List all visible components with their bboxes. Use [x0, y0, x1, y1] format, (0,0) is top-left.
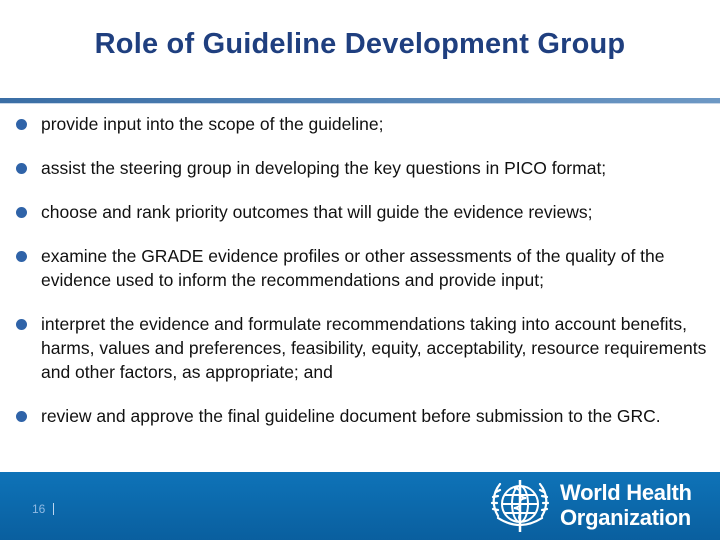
who-wordmark-line1: World Health — [560, 480, 692, 505]
who-wordmark-line2: Organization — [560, 505, 691, 530]
page-number: 16 — [32, 502, 46, 516]
who-wordmark — [560, 480, 710, 530]
bullet-dot-icon — [16, 319, 27, 330]
bullet-text: choose and rank priority outcomes that will guide the evidence reviews; — [41, 202, 593, 222]
bullet-dot-icon — [16, 411, 27, 422]
bullet-item — [16, 244, 718, 292]
title-divider-shadow — [0, 103, 720, 104]
slide-title: Role of Guideline Development Group — [94, 28, 626, 60]
who-emblem-icon — [488, 476, 552, 536]
bullet-item — [16, 156, 718, 180]
bullet-dot-icon — [16, 119, 27, 130]
bullet-text: interpret the evidence and formulate recommendations taking into account benefits, harms, values and preferences, feasibility, equity, acceptability, resource requirements and other factors, as appropriate; and — [41, 314, 707, 382]
bullet-item — [16, 112, 718, 136]
bullet-text: examine the GRADE evidence profiles or other assessments of the quality of the evidence used to inform the recommendations and provide input; — [41, 246, 665, 290]
bullet-item — [16, 312, 718, 384]
bullet-item — [16, 404, 718, 428]
bullet-dot-icon — [16, 163, 27, 174]
page-number-separator — [53, 503, 54, 515]
bullet-dot-icon — [16, 251, 27, 262]
bullet-text: provide input into the scope of the guideline; — [41, 114, 384, 134]
bullet-list — [16, 112, 718, 448]
bullet-text: assist the steering group in developing the key questions in PICO format; — [41, 158, 607, 178]
bullet-item — [16, 200, 718, 224]
bullet-dot-icon — [16, 207, 27, 218]
bullet-text: review and approve the final guideline document before submission to the GRC. — [41, 406, 661, 426]
